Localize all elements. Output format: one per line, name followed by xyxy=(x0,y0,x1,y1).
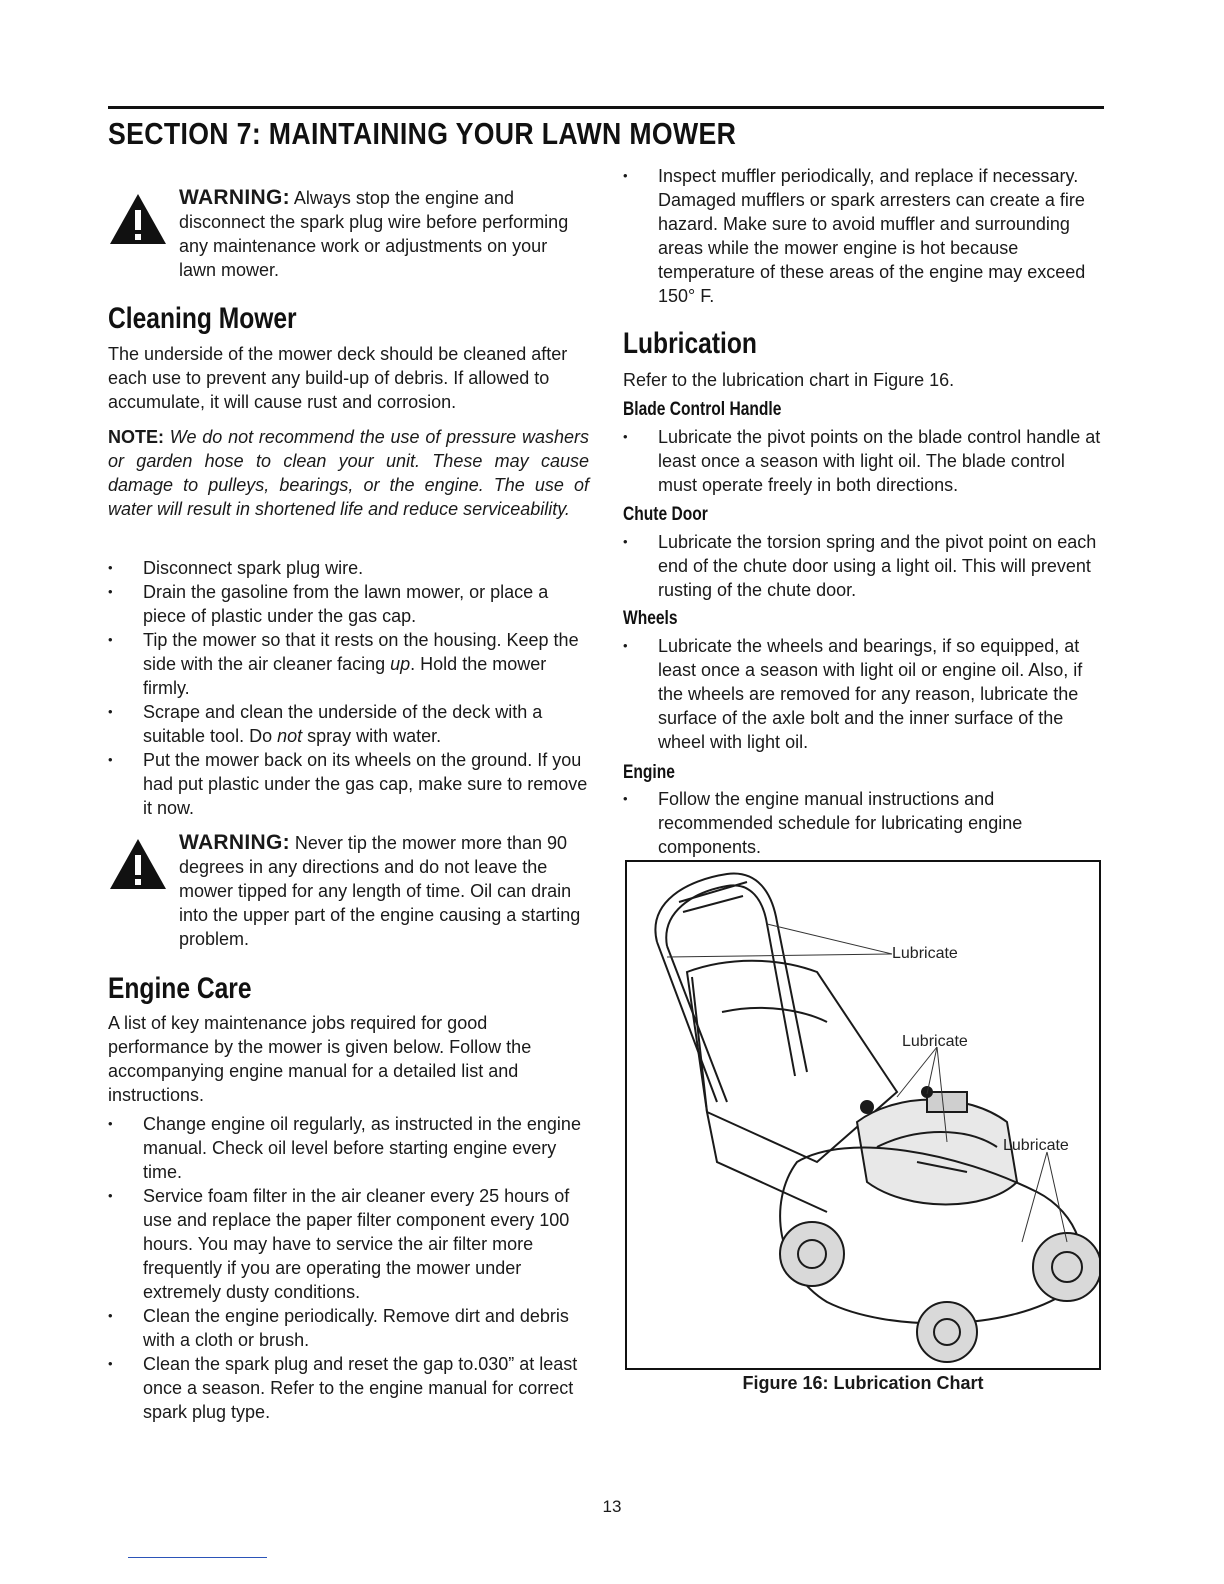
list-item: • Tip the mower so that it rests on the housing. Keep the side with the air cleaner facing up. Hold the mower firmly. xyxy=(108,628,590,700)
list-item: • Lubricate the torsion spring and the pivot point on each end of the chute door using a light oil. This will prevent rusting of the chute door. xyxy=(623,530,1105,602)
list-item: • Lubricate the wheels and bearings, if so equipped, at least once a season with light oil or engine oil. Also, if the wheels are removed for any reason, lubricate the surface of the axle bolt and the inner surface of the wheel with light oil. xyxy=(623,634,1105,754)
list-item: • Follow the engine manual instructions and recommended schedule for lubricating engine components. xyxy=(623,787,1105,859)
chute-door-heading: Chute Door xyxy=(623,504,708,525)
cleaning-intro: The underside of the mower deck should be cleaned after each use to prevent any build-up of debris. If allowed to accumulate, it will cause rust and corrosion. xyxy=(108,344,568,412)
note-label: NOTE: xyxy=(108,427,164,447)
warning-text-1 xyxy=(179,186,589,282)
list-item: • Inspect muffler periodically, and replace if necessary. Damaged mufflers or spark arresters can create a fire hazard. Make sure to avoid muffler and surrounding areas while the mower engine is hot because temperature of these areas of the engine may exceed 150° F. xyxy=(623,164,1105,308)
lubrication-intro: Refer to the lubrication chart in Figure 16. xyxy=(623,370,955,390)
figure-caption: Figure 16: Lubrication Chart xyxy=(742,1373,984,1393)
engine-care-list xyxy=(108,1112,590,1424)
list-item: • Drain the gasoline from the lawn mower, or place a piece of plastic under the gas cap. xyxy=(108,580,590,628)
list-item: • Scrape and clean the underside of the deck with a suitable tool. Do not spray with water. xyxy=(108,700,590,748)
note-text: We do not recommend the use of pressure washers or garden hose to clean your unit. These may cause damage to pulleys, bearings, or the engine. The use of water will result in shortened life and reduce serviceability. xyxy=(108,427,589,519)
section-title: SECTION 7: MAINTAINING YOUR LAWN MOWER xyxy=(108,116,737,151)
engine-list xyxy=(623,787,1105,859)
list-item: • Service foam filter in the air cleaner every 25 hours of use and replace the paper filter component every 100 hours. You may have to service the air filter more frequently if you are operating the mower under extremely dusty conditions. xyxy=(108,1184,590,1304)
lubrication-heading: Lubrication xyxy=(623,327,757,360)
callout-lubricate-wheels: Lubricate xyxy=(1003,1137,1069,1154)
wheels-heading: Wheels xyxy=(623,608,678,629)
warning-triangle-icon xyxy=(108,837,168,891)
header-rule xyxy=(108,106,1104,109)
list-item: • Change engine oil regularly, as instructed in the engine manual. Check oil level before starting engine every time. xyxy=(108,1112,590,1184)
cleaning-mower-heading: Cleaning Mower xyxy=(108,302,297,335)
lawn-mower-illustration xyxy=(627,862,1099,1368)
lubrication-figure xyxy=(625,860,1101,1370)
engine-care-heading: Engine Care xyxy=(108,972,252,1005)
warning-label-2: WARNING: xyxy=(179,831,290,854)
list-item: • Lubricate the pivot points on the blade control handle at least once a season with light oil. The blade control must operate freely in both directions. xyxy=(623,425,1105,497)
callout-lubricate-chute: Lubricate xyxy=(902,1033,968,1050)
wheels-list xyxy=(623,634,1105,754)
blade-control-list xyxy=(623,425,1105,497)
page-number: 13 xyxy=(602,1497,622,1516)
warning-label-1: WARNING: xyxy=(179,186,290,209)
warning-body-2: Never tip the mower more than 90 degrees in any directions and do not leave the mower tipped for any length of time. Oil can drain into the upper part of the engine causing a starting problem. xyxy=(179,833,581,949)
list-item: • Clean the engine periodically. Remove dirt and debris with a cloth or brush. xyxy=(108,1304,590,1352)
blade-control-heading: Blade Control Handle xyxy=(623,399,782,420)
warning-block-1 xyxy=(108,186,590,286)
warning-text-2 xyxy=(179,831,589,951)
list-item: • Put the mower back on its wheels on the ground. If you had put plastic under the gas cap, make sure to remove it now. xyxy=(108,748,590,820)
list-item: • Clean the spark plug and reset the gap to.030” at least once a season. Refer to the engine manual for correct spark plug type. xyxy=(108,1352,590,1424)
engine-heading: Engine xyxy=(623,762,675,783)
engine-care-intro: A list of key maintenance jobs required for good performance by the mower is given below. Follow the accompanying engine manual for a detailed list and instructions. xyxy=(108,1013,532,1105)
cleaning-steps-list xyxy=(108,556,590,820)
chute-door-list xyxy=(623,530,1105,602)
warning-block-2 xyxy=(108,831,590,955)
callout-lubricate-handle: Lubricate xyxy=(892,945,958,962)
footer-rule xyxy=(128,1557,267,1558)
warning-triangle-icon xyxy=(108,192,168,246)
list-item: • Disconnect spark plug wire. xyxy=(108,556,590,580)
cleaning-note xyxy=(108,425,589,521)
muffler-list xyxy=(623,164,1105,308)
warning-body-1: Always stop the engine and disconnect the spark plug wire before performing any maintenance work or adjustments on your lawn mower. xyxy=(179,188,569,280)
